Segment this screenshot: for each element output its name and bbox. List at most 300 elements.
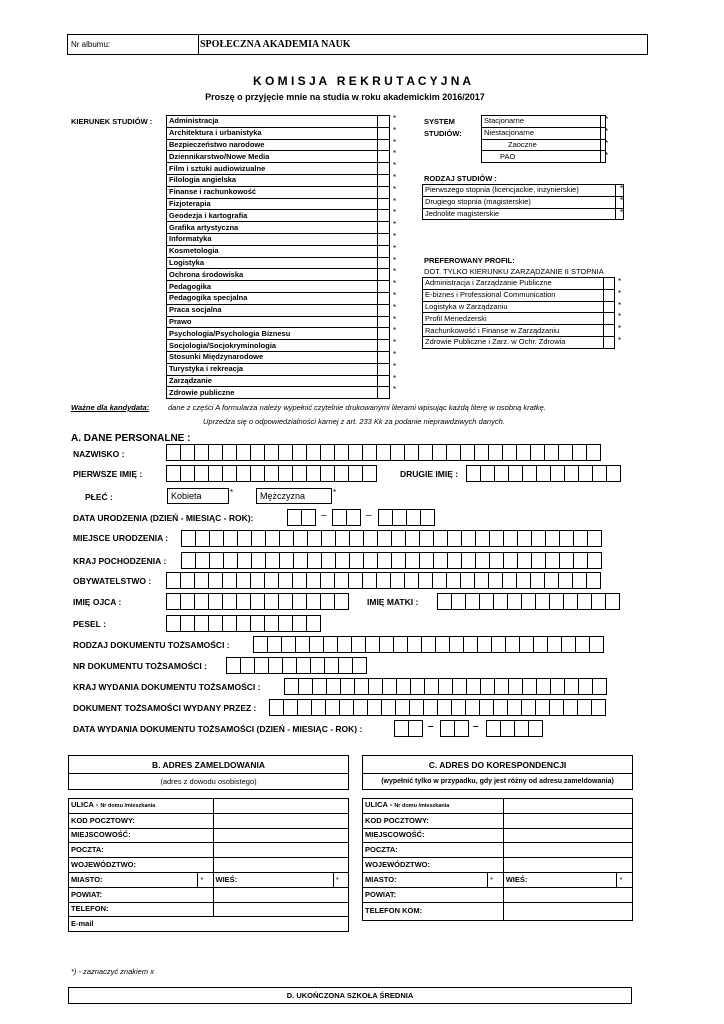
letter-cell[interactable]: [337, 636, 352, 653]
letter-cell[interactable]: [340, 678, 355, 695]
letter-cell[interactable]: [326, 678, 341, 695]
letter-cell[interactable]: [376, 572, 391, 589]
letter-cell[interactable]: [575, 636, 590, 653]
letter-cell[interactable]: [222, 593, 237, 610]
letter-cell[interactable]: [452, 678, 467, 695]
letter-cell[interactable]: [346, 509, 361, 526]
doc-country-grid[interactable]: [285, 678, 607, 695]
letter-cell[interactable]: [586, 572, 601, 589]
letter-cell[interactable]: [377, 530, 392, 547]
county-field[interactable]: [503, 887, 632, 902]
surname-grid[interactable]: [167, 444, 601, 461]
letter-cell[interactable]: [306, 465, 321, 482]
letter-cell[interactable]: [423, 699, 438, 716]
letter-cell[interactable]: [545, 552, 560, 569]
letter-cell[interactable]: [287, 509, 302, 526]
letter-cell[interactable]: [547, 636, 562, 653]
letter-cell[interactable]: [395, 699, 410, 716]
birth-year-grid[interactable]: [379, 509, 435, 526]
letter-cell[interactable]: [418, 572, 433, 589]
letter-cell[interactable]: [306, 572, 321, 589]
letter-cell[interactable]: [166, 593, 181, 610]
letter-cell[interactable]: [406, 509, 421, 526]
profile-checkbox[interactable]: [604, 336, 615, 348]
letter-cell[interactable]: [236, 593, 251, 610]
profile-checkbox[interactable]: [604, 278, 615, 290]
letter-cell[interactable]: [222, 465, 237, 482]
letter-cell[interactable]: [500, 720, 515, 737]
letter-cell[interactable]: [461, 552, 476, 569]
postal-field[interactable]: [213, 813, 349, 828]
post-field[interactable]: [213, 843, 349, 858]
letter-cell[interactable]: [420, 509, 435, 526]
letter-cell[interactable]: [226, 657, 241, 674]
letter-cell[interactable]: [311, 699, 326, 716]
course-checkbox[interactable]: [378, 210, 390, 222]
course-checkbox[interactable]: [378, 292, 390, 304]
letter-cell[interactable]: [278, 593, 293, 610]
letter-cell[interactable]: [292, 444, 307, 461]
letter-cell[interactable]: [393, 636, 408, 653]
letter-cell[interactable]: [368, 678, 383, 695]
letter-cell[interactable]: [559, 530, 574, 547]
letter-cell[interactable]: [433, 552, 448, 569]
letter-cell[interactable]: [367, 699, 382, 716]
letter-cell[interactable]: [577, 593, 592, 610]
letter-cell[interactable]: [591, 593, 606, 610]
letter-cell[interactable]: [278, 615, 293, 632]
letter-cell[interactable]: [489, 552, 504, 569]
letter-cell[interactable]: [507, 593, 522, 610]
doc-day-grid[interactable]: [395, 720, 423, 737]
letter-cell[interactable]: [391, 552, 406, 569]
letter-cell[interactable]: [466, 678, 481, 695]
female-option[interactable]: [167, 488, 229, 504]
letter-cell[interactable]: [335, 552, 350, 569]
letter-cell[interactable]: [320, 572, 335, 589]
father-name-grid[interactable]: [167, 593, 349, 610]
letter-cell[interactable]: [208, 572, 223, 589]
letter-cell[interactable]: [321, 530, 336, 547]
letter-cell[interactable]: [516, 444, 531, 461]
letter-cell[interactable]: [334, 444, 349, 461]
letter-cell[interactable]: [281, 636, 296, 653]
letter-cell[interactable]: [278, 444, 293, 461]
letter-cell[interactable]: [589, 636, 604, 653]
birth-place-grid[interactable]: [182, 530, 602, 547]
letter-cell[interactable]: [194, 444, 209, 461]
letter-cell[interactable]: [563, 699, 578, 716]
letter-cell[interactable]: [180, 593, 195, 610]
doc-month-grid[interactable]: [441, 720, 469, 737]
letter-cell[interactable]: [605, 593, 620, 610]
letter-cell[interactable]: [310, 657, 325, 674]
course-checkbox[interactable]: [378, 233, 390, 245]
course-checkbox[interactable]: [378, 316, 390, 328]
letter-cell[interactable]: [446, 572, 461, 589]
letter-cell[interactable]: [577, 699, 592, 716]
letter-cell[interactable]: [447, 552, 462, 569]
letter-cell[interactable]: [486, 720, 501, 737]
course-checkbox[interactable]: [378, 387, 390, 399]
course-checkbox[interactable]: [378, 304, 390, 316]
letter-cell[interactable]: [586, 444, 601, 461]
letter-cell[interactable]: [334, 572, 349, 589]
letter-cell[interactable]: [466, 465, 481, 482]
province-field[interactable]: [213, 858, 349, 873]
letter-cell[interactable]: [166, 572, 181, 589]
letter-cell[interactable]: [508, 678, 523, 695]
letter-cell[interactable]: [166, 615, 181, 632]
profile-checkbox[interactable]: [604, 289, 615, 301]
letter-cell[interactable]: [408, 720, 423, 737]
letter-cell[interactable]: [503, 530, 518, 547]
letter-cell[interactable]: [572, 572, 587, 589]
course-checkbox[interactable]: [378, 222, 390, 234]
letter-cell[interactable]: [407, 636, 422, 653]
city-checkbox[interactable]: *: [198, 872, 213, 887]
letter-cell[interactable]: [278, 572, 293, 589]
letter-cell[interactable]: [251, 530, 266, 547]
province-field[interactable]: [503, 858, 632, 873]
letter-cell[interactable]: [195, 552, 210, 569]
letter-cell[interactable]: [222, 572, 237, 589]
letter-cell[interactable]: [208, 593, 223, 610]
letter-cell[interactable]: [550, 465, 565, 482]
letter-cell[interactable]: [517, 552, 532, 569]
course-checkbox[interactable]: [378, 174, 390, 186]
pesel-grid[interactable]: [167, 615, 321, 632]
birth-day-grid[interactable]: [288, 509, 316, 526]
letter-cell[interactable]: [264, 465, 279, 482]
letter-cell[interactable]: [334, 593, 349, 610]
letter-cell[interactable]: [181, 530, 196, 547]
letter-cell[interactable]: [194, 572, 209, 589]
letter-cell[interactable]: [419, 530, 434, 547]
letter-cell[interactable]: [297, 699, 312, 716]
letter-cell[interactable]: [479, 699, 494, 716]
letter-cell[interactable]: [251, 552, 266, 569]
profile-checkbox[interactable]: [604, 325, 615, 337]
letter-cell[interactable]: [591, 699, 606, 716]
letter-cell[interactable]: [587, 552, 602, 569]
phone-field[interactable]: [503, 902, 632, 920]
letter-cell[interactable]: [530, 444, 545, 461]
letter-cell[interactable]: [379, 636, 394, 653]
course-checkbox[interactable]: [378, 281, 390, 293]
letter-cell[interactable]: [396, 678, 411, 695]
letter-cell[interactable]: [283, 699, 298, 716]
letter-cell[interactable]: [606, 465, 621, 482]
letter-cell[interactable]: [435, 636, 450, 653]
phone-field[interactable]: [213, 902, 349, 917]
letter-cell[interactable]: [465, 593, 480, 610]
letter-cell[interactable]: [474, 444, 489, 461]
course-checkbox[interactable]: [378, 375, 390, 387]
letter-cell[interactable]: [475, 552, 490, 569]
letter-cell[interactable]: [250, 572, 265, 589]
letter-cell[interactable]: [564, 678, 579, 695]
letter-cell[interactable]: [488, 572, 503, 589]
letter-cell[interactable]: [348, 572, 363, 589]
letter-cell[interactable]: [292, 615, 307, 632]
letter-cell[interactable]: [353, 699, 368, 716]
letter-cell[interactable]: [573, 530, 588, 547]
second-name-grid[interactable]: [467, 465, 621, 482]
letter-cell[interactable]: [493, 699, 508, 716]
letter-cell[interactable]: [307, 530, 322, 547]
letter-cell[interactable]: [502, 444, 517, 461]
letter-cell[interactable]: [461, 530, 476, 547]
letter-cell[interactable]: [533, 636, 548, 653]
letter-cell[interactable]: [351, 636, 366, 653]
letter-cell[interactable]: [320, 593, 335, 610]
letter-cell[interactable]: [236, 615, 251, 632]
letter-cell[interactable]: [301, 509, 316, 526]
album-number-field[interactable]: [67, 34, 199, 55]
letter-cell[interactable]: [208, 465, 223, 482]
letter-cell[interactable]: [418, 444, 433, 461]
letter-cell[interactable]: [180, 615, 195, 632]
letter-cell[interactable]: [536, 678, 551, 695]
letter-cell[interactable]: [535, 593, 550, 610]
letter-cell[interactable]: [522, 465, 537, 482]
letter-cell[interactable]: [362, 465, 377, 482]
locality-field[interactable]: [213, 828, 349, 843]
city-checkbox[interactable]: *: [488, 872, 504, 887]
letter-cell[interactable]: [180, 465, 195, 482]
letter-cell[interactable]: [522, 678, 537, 695]
postal-field[interactable]: [503, 813, 632, 828]
letter-cell[interactable]: [264, 572, 279, 589]
letter-cell[interactable]: [404, 444, 419, 461]
birth-month-grid[interactable]: [333, 509, 361, 526]
letter-cell[interactable]: [451, 699, 466, 716]
letter-cell[interactable]: [194, 593, 209, 610]
letter-cell[interactable]: [325, 699, 340, 716]
letter-cell[interactable]: [309, 636, 324, 653]
letter-cell[interactable]: [265, 552, 280, 569]
letter-cell[interactable]: [348, 465, 363, 482]
letter-cell[interactable]: [516, 572, 531, 589]
letter-cell[interactable]: [507, 699, 522, 716]
course-checkbox[interactable]: [378, 163, 390, 175]
citizenship-grid[interactable]: [167, 572, 601, 589]
letter-cell[interactable]: [405, 530, 420, 547]
course-checkbox[interactable]: [378, 245, 390, 257]
letter-cell[interactable]: [503, 552, 518, 569]
village-checkbox[interactable]: *: [617, 872, 633, 887]
letter-cell[interactable]: [449, 636, 464, 653]
course-checkbox[interactable]: [378, 198, 390, 210]
letter-cell[interactable]: [298, 678, 313, 695]
letter-cell[interactable]: [545, 530, 560, 547]
letter-cell[interactable]: [253, 636, 268, 653]
letter-cell[interactable]: [363, 530, 378, 547]
letter-cell[interactable]: [536, 465, 551, 482]
letter-cell[interactable]: [378, 509, 393, 526]
letter-cell[interactable]: [530, 572, 545, 589]
letter-cell[interactable]: [558, 572, 573, 589]
letter-cell[interactable]: [349, 552, 364, 569]
letter-cell[interactable]: [265, 530, 280, 547]
letter-cell[interactable]: [236, 444, 251, 461]
letter-cell[interactable]: [432, 444, 447, 461]
letter-cell[interactable]: [180, 572, 195, 589]
letter-cell[interactable]: [531, 552, 546, 569]
letter-cell[interactable]: [352, 657, 367, 674]
letter-cell[interactable]: [454, 720, 469, 737]
letter-cell[interactable]: [284, 678, 299, 695]
letter-cell[interactable]: [349, 530, 364, 547]
letter-cell[interactable]: [578, 678, 593, 695]
letter-cell[interactable]: [320, 444, 335, 461]
letter-cell[interactable]: [332, 509, 347, 526]
letter-cell[interactable]: [278, 465, 293, 482]
letter-cell[interactable]: [558, 444, 573, 461]
letter-cell[interactable]: [505, 636, 520, 653]
letter-cell[interactable]: [410, 678, 425, 695]
letter-cell[interactable]: [508, 465, 523, 482]
letter-cell[interactable]: [404, 572, 419, 589]
course-checkbox[interactable]: [378, 127, 390, 139]
letter-cell[interactable]: [354, 678, 369, 695]
letter-cell[interactable]: [237, 530, 252, 547]
letter-cell[interactable]: [362, 572, 377, 589]
letter-cell[interactable]: [549, 699, 564, 716]
letter-cell[interactable]: [491, 636, 506, 653]
letter-cell[interactable]: [573, 552, 588, 569]
letter-cell[interactable]: [480, 465, 495, 482]
letter-cell[interactable]: [292, 572, 307, 589]
letter-cell[interactable]: [474, 572, 489, 589]
doc-year-grid[interactable]: [487, 720, 543, 737]
letter-cell[interactable]: [264, 444, 279, 461]
letter-cell[interactable]: [306, 444, 321, 461]
letter-cell[interactable]: [521, 699, 536, 716]
first-name-grid[interactable]: [167, 465, 377, 482]
county-field[interactable]: [213, 887, 349, 902]
letter-cell[interactable]: [194, 615, 209, 632]
letter-cell[interactable]: [334, 465, 349, 482]
letter-cell[interactable]: [578, 465, 593, 482]
letter-cell[interactable]: [544, 444, 559, 461]
letter-cell[interactable]: [306, 615, 321, 632]
letter-cell[interactable]: [475, 530, 490, 547]
letter-cell[interactable]: [446, 444, 461, 461]
letter-cell[interactable]: [390, 572, 405, 589]
letter-cell[interactable]: [438, 678, 453, 695]
doc-number-grid[interactable]: [227, 657, 367, 674]
letter-cell[interactable]: [166, 444, 181, 461]
letter-cell[interactable]: [250, 615, 265, 632]
letter-cell[interactable]: [421, 636, 436, 653]
letter-cell[interactable]: [222, 444, 237, 461]
letter-cell[interactable]: [166, 465, 181, 482]
letter-cell[interactable]: [419, 552, 434, 569]
letter-cell[interactable]: [392, 509, 407, 526]
letter-cell[interactable]: [437, 593, 452, 610]
course-checkbox[interactable]: [378, 151, 390, 163]
course-checkbox[interactable]: [378, 340, 390, 352]
letter-cell[interactable]: [517, 530, 532, 547]
letter-cell[interactable]: [307, 552, 322, 569]
letter-cell[interactable]: [320, 465, 335, 482]
letter-cell[interactable]: [339, 699, 354, 716]
letter-cell[interactable]: [437, 699, 452, 716]
course-checkbox[interactable]: [378, 351, 390, 363]
letter-cell[interactable]: [362, 444, 377, 461]
letter-cell[interactable]: [240, 657, 255, 674]
letter-cell[interactable]: [592, 678, 607, 695]
course-checkbox[interactable]: [378, 257, 390, 269]
post-field[interactable]: [503, 843, 632, 858]
letter-cell[interactable]: [279, 552, 294, 569]
letter-cell[interactable]: [267, 636, 282, 653]
letter-cell[interactable]: [489, 530, 504, 547]
letter-cell[interactable]: [348, 444, 363, 461]
street-field[interactable]: [213, 799, 349, 814]
letter-cell[interactable]: [324, 657, 339, 674]
letter-cell[interactable]: [335, 530, 350, 547]
profile-checkbox[interactable]: [604, 313, 615, 325]
letter-cell[interactable]: [465, 699, 480, 716]
letter-cell[interactable]: [268, 657, 283, 674]
email-label[interactable]: E-mail: [69, 917, 349, 932]
letter-cell[interactable]: [409, 699, 424, 716]
letter-cell[interactable]: [528, 720, 543, 737]
doc-type-grid[interactable]: [254, 636, 604, 653]
letter-cell[interactable]: [208, 615, 223, 632]
letter-cell[interactable]: [181, 552, 196, 569]
course-checkbox[interactable]: [378, 328, 390, 340]
letter-cell[interactable]: [494, 678, 509, 695]
letter-cell[interactable]: [479, 593, 494, 610]
letter-cell[interactable]: [264, 615, 279, 632]
letter-cell[interactable]: [451, 593, 466, 610]
letter-cell[interactable]: [194, 465, 209, 482]
letter-cell[interactable]: [488, 444, 503, 461]
letter-cell[interactable]: [237, 552, 252, 569]
letter-cell[interactable]: [338, 657, 353, 674]
letter-cell[interactable]: [293, 530, 308, 547]
letter-cell[interactable]: [447, 530, 462, 547]
letter-cell[interactable]: [180, 444, 195, 461]
letter-cell[interactable]: [521, 593, 536, 610]
letter-cell[interactable]: [460, 444, 475, 461]
letter-cell[interactable]: [223, 530, 238, 547]
letter-cell[interactable]: [440, 720, 455, 737]
letter-cell[interactable]: [254, 657, 269, 674]
profile-checkbox[interactable]: [604, 301, 615, 313]
letter-cell[interactable]: [250, 593, 265, 610]
origin-country-grid[interactable]: [182, 552, 602, 569]
letter-cell[interactable]: [563, 593, 578, 610]
letter-cell[interactable]: [480, 678, 495, 695]
letter-cell[interactable]: [250, 444, 265, 461]
letter-cell[interactable]: [405, 552, 420, 569]
letter-cell[interactable]: [306, 593, 321, 610]
letter-cell[interactable]: [391, 530, 406, 547]
letter-cell[interactable]: [564, 465, 579, 482]
letter-cell[interactable]: [292, 593, 307, 610]
male-option[interactable]: [256, 488, 332, 504]
letter-cell[interactable]: [282, 657, 297, 674]
letter-cell[interactable]: [463, 636, 478, 653]
locality-field[interactable]: [503, 828, 632, 843]
letter-cell[interactable]: [293, 552, 308, 569]
letter-cell[interactable]: [549, 593, 564, 610]
